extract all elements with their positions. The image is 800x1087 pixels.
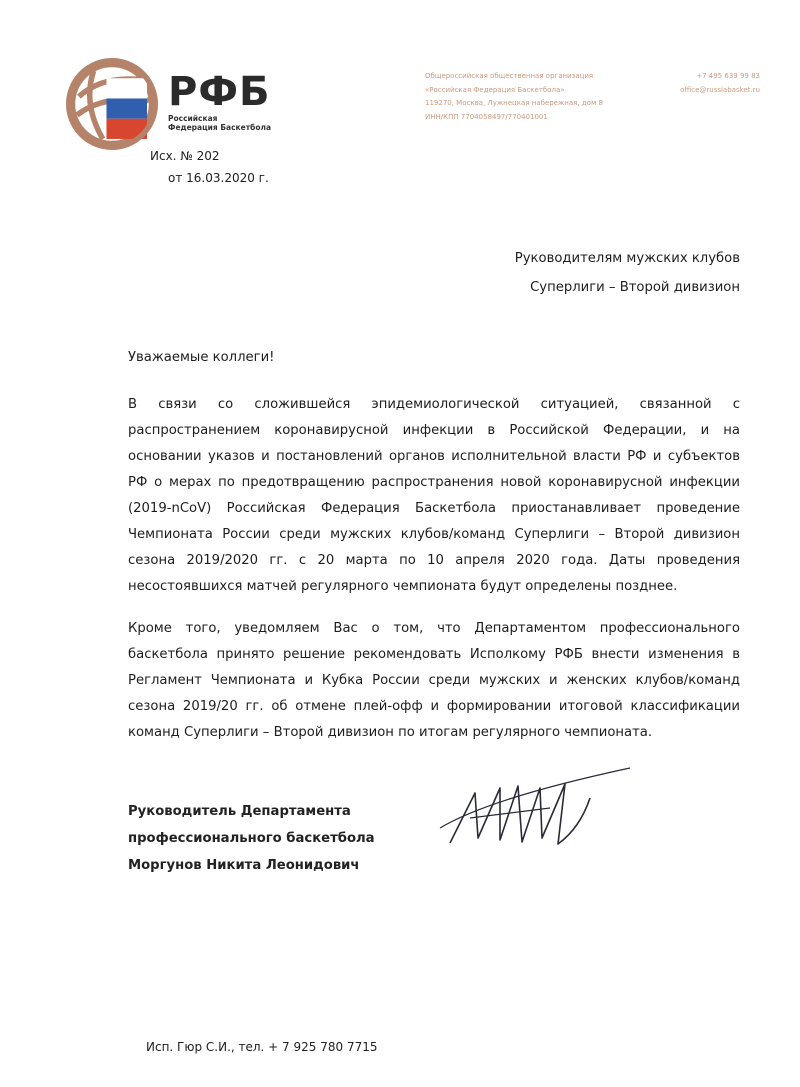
header-org-name: «Российская Федерация Баскетбола» bbox=[425, 85, 565, 94]
signatory-title-line2: профессионального баскетбола bbox=[128, 831, 375, 846]
body-paragraph-2: Кроме того, уведомляем Вас о том, что Департаментом профессионального баскетбола принято решение рекомендовать Исполкому РФБ внести изменения в Регламент Чемпионата и Кубка России среди мужских и женских клубов/команд сезона 2019/20 гг. об отмене плей-офф и формировании итоговой классификации команд Суперлиги – Второй дивизион по итогам регулярного чемпионата. bbox=[128, 621, 740, 740]
logo-abbreviation: РФБ bbox=[168, 69, 271, 115]
reference-number: Исх. № 202 bbox=[150, 149, 220, 163]
header-email: office@russiabasket.ru bbox=[680, 85, 760, 94]
addressee-line1: Руководителям мужских клубов bbox=[514, 251, 740, 266]
signatory-name: Моргунов Никита Леонидович bbox=[128, 858, 360, 873]
header-org-type: Общероссийская общественная организация bbox=[425, 72, 594, 80]
header-phone: +7 495 639 99 83 bbox=[696, 72, 760, 80]
handwritten-signature-icon bbox=[430, 758, 640, 868]
header-inn: ИНН/КПП 7704058497/770401001 bbox=[425, 112, 548, 121]
salutation: Уважаемые коллеги! bbox=[128, 350, 275, 365]
addressee-block bbox=[360, 244, 740, 302]
header-address-block bbox=[425, 70, 625, 124]
header-address: 119270, Москва, Лужнецкая набережная, дом 8 bbox=[425, 99, 603, 107]
outgoing-reference bbox=[150, 145, 269, 189]
signatory-title-line1: Руководитель Департамента bbox=[128, 804, 351, 819]
logo-subtitle-line2: Федерация Баскетбола bbox=[168, 123, 272, 132]
executor-footer: Исп. Гюр С.И., тел. + 7 925 780 7715 bbox=[146, 1040, 378, 1054]
header-contact-block bbox=[640, 70, 760, 97]
signatory-block bbox=[128, 798, 375, 879]
addressee-line2: Суперлиги – Второй дивизион bbox=[530, 280, 740, 295]
reference-date: от 16.03.2020 г. bbox=[168, 171, 269, 185]
logo-wordmark bbox=[168, 70, 271, 132]
logo-subtitle-line1: Российская bbox=[168, 114, 218, 123]
rfb-logo-icon bbox=[66, 58, 158, 150]
body-paragraph-1: В связи со сложившейся эпидемиологической ситуацией, связанной с распространением коронавирусной инфекции в Российской Федерации, и на основании указов и постановлений органов исполнительной власти РФ и субъектов РФ о мерах по предотвращению распространения новой коронавирусной инфекции (2019-nCoV) Российская Федерация Баскетбола приостанавливает проведение Чемпионата России среди мужских клубов/команд Суперлиги – Второй дивизион сезона 2019/2020 гг. с 20 марта по 10 апреля 2020 года. Даты проведения несостоявшихся матчей регулярного чемпионата будут определены позднее. bbox=[128, 397, 740, 594]
